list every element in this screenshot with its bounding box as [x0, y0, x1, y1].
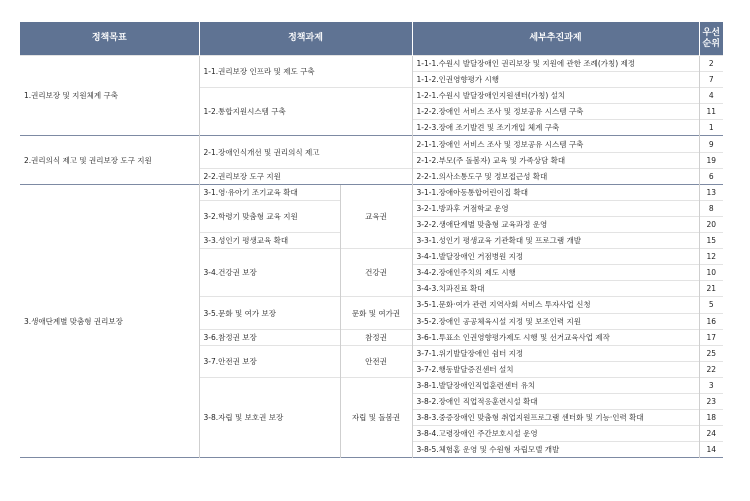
task-cell: 1-1.권리보장 인프라 및 제도 구축 [199, 56, 412, 88]
priority-cell: 16 [699, 313, 723, 329]
detail-cell: 2-2-1.의사소통도구 및 정보접근성 확대 [412, 168, 699, 184]
detail-cell: 3-2-1.방과후 거점학교 운영 [412, 200, 699, 216]
priority-cell: 23 [699, 393, 723, 409]
detail-cell: 3-2-2.생애단계별 맞춤형 교육과정 운영 [412, 216, 699, 232]
task-cell: 3-1.영·유아기 조기교육 확대 [199, 184, 340, 200]
header-priority-line2: 순위 [702, 38, 720, 49]
priority-cell: 3 [699, 377, 723, 393]
priority-cell: 6 [699, 168, 723, 184]
detail-cell: 3-5-1.문화·여가 관련 지역사회 서비스 투자사업 신청 [412, 297, 699, 313]
area-cell: 교육권 [340, 184, 412, 248]
policy-table-container [20, 22, 723, 458]
detail-cell: 3-8-5.체험홈 운영 및 수원형 자립모델 개발 [412, 442, 699, 458]
table-body [20, 56, 723, 458]
priority-cell: 8 [699, 200, 723, 216]
task-cell: 3-7.안전권 보장 [199, 345, 340, 377]
detail-cell: 1-2-1.수원시 발달장애인지원센터(가칭) 설치 [412, 88, 699, 104]
detail-cell: 3-7-1.위기발달장애인 쉼터 지정 [412, 345, 699, 361]
priority-cell: 7 [699, 72, 723, 88]
priority-cell: 20 [699, 216, 723, 232]
area-cell: 건강권 [340, 249, 412, 297]
detail-cell: 3-8-2.장애인 직업적응훈련시설 확대 [412, 393, 699, 409]
header-goal: 정책목표 [20, 22, 199, 56]
detail-cell: 1-2-3.장애 조기발견 및 조기개입 체계 구축 [412, 120, 699, 136]
area-cell: 자립 및 돌봄권 [340, 377, 412, 457]
priority-cell: 1 [699, 120, 723, 136]
detail-cell: 3-1-1.장애아동통합어린이집 확대 [412, 184, 699, 200]
task-cell: 3-5.문화 및 여가 보장 [199, 297, 340, 329]
detail-cell: 1-1-1.수원시 발달장애인 권리보장 및 지원에 관한 조례(가칭) 제정 [412, 56, 699, 72]
detail-cell: 2-1-1.장애인 서비스 조사 및 정보공유 시스템 구축 [412, 136, 699, 152]
priority-cell: 2 [699, 56, 723, 72]
task-cell: 2-1.장애인식개선 및 권리의식 제고 [199, 136, 412, 168]
priority-cell: 12 [699, 249, 723, 265]
task-cell: 3-8.자립 및 보호권 보장 [199, 377, 340, 457]
detail-cell: 3-7-2.행동발달증진센터 설치 [412, 361, 699, 377]
priority-cell: 10 [699, 265, 723, 281]
table-row [20, 136, 723, 152]
detail-cell: 1-2-2.장애인 서비스 조사 및 정보공유 시스템 구축 [412, 104, 699, 120]
priority-cell: 25 [699, 345, 723, 361]
detail-cell: 3-3-1.성인기 평생교육 기관확대 및 프로그램 개발 [412, 233, 699, 249]
priority-cell: 9 [699, 136, 723, 152]
task-cell: 3-2.학령기 맞춤형 교육 지원 [199, 200, 340, 232]
priority-cell: 19 [699, 152, 723, 168]
table-header-row [20, 22, 723, 56]
detail-cell: 3-4-1.발달장애인 거점병원 지정 [412, 249, 699, 265]
task-cell: 3-6.참정권 보장 [199, 329, 340, 345]
table-row [20, 184, 723, 200]
header-priority [699, 22, 723, 56]
task-cell: 3-4.건강권 보장 [199, 249, 340, 297]
priority-cell: 11 [699, 104, 723, 120]
detail-cell: 3-8-1.발달장애인직업훈련센터 유치 [412, 377, 699, 393]
priority-cell: 5 [699, 297, 723, 313]
policy-table [20, 22, 723, 458]
detail-cell: 2-1-2.부모(주 돌봄자) 교육 및 가족상담 확대 [412, 152, 699, 168]
priority-cell: 4 [699, 88, 723, 104]
priority-cell: 18 [699, 410, 723, 426]
priority-cell: 13 [699, 184, 723, 200]
task-cell: 3-3.성인기 평생교육 확대 [199, 233, 340, 249]
detail-cell: 3-6-1.투표소 인권영향평가제도 시행 및 선거교육사업 제작 [412, 329, 699, 345]
priority-cell: 24 [699, 426, 723, 442]
detail-cell: 1-1-2.인권영향평가 시행 [412, 72, 699, 88]
task-cell: 1-2.통합지원시스템 구축 [199, 88, 412, 136]
table-row [20, 56, 723, 72]
detail-cell: 3-5-2.장애인 공공체육시설 지정 및 보조인력 지원 [412, 313, 699, 329]
area-cell: 안전권 [340, 345, 412, 377]
goal-cell: 1.권리보장 및 지원체계 구축 [20, 56, 199, 136]
priority-cell: 21 [699, 281, 723, 297]
area-cell: 문화 및 여가권 [340, 297, 412, 329]
header-detail: 세부추진과제 [412, 22, 699, 56]
task-cell: 2-2.권리보장 도구 지원 [199, 168, 412, 184]
header-task: 정책과제 [199, 22, 412, 56]
priority-cell: 22 [699, 361, 723, 377]
detail-cell: 3-4-3.치과진료 확대 [412, 281, 699, 297]
detail-cell: 3-4-2.장애인주치의 제도 시행 [412, 265, 699, 281]
goal-cell: 3.생애단계별 맞춤형 권리보장 [20, 184, 199, 458]
detail-cell: 3-8-3.중증장애인 맞춤형 취업지원프로그램 센터화 및 기능·인력 확대 [412, 410, 699, 426]
priority-cell: 15 [699, 233, 723, 249]
detail-cell: 3-8-4.고령장애인 주간보호시설 운영 [412, 426, 699, 442]
priority-cell: 14 [699, 442, 723, 458]
area-cell: 참정권 [340, 329, 412, 345]
priority-cell: 17 [699, 329, 723, 345]
goal-cell: 2.권리의식 제고 및 권리보장 도구 지원 [20, 136, 199, 184]
header-priority-line1: 우선 [702, 27, 720, 38]
